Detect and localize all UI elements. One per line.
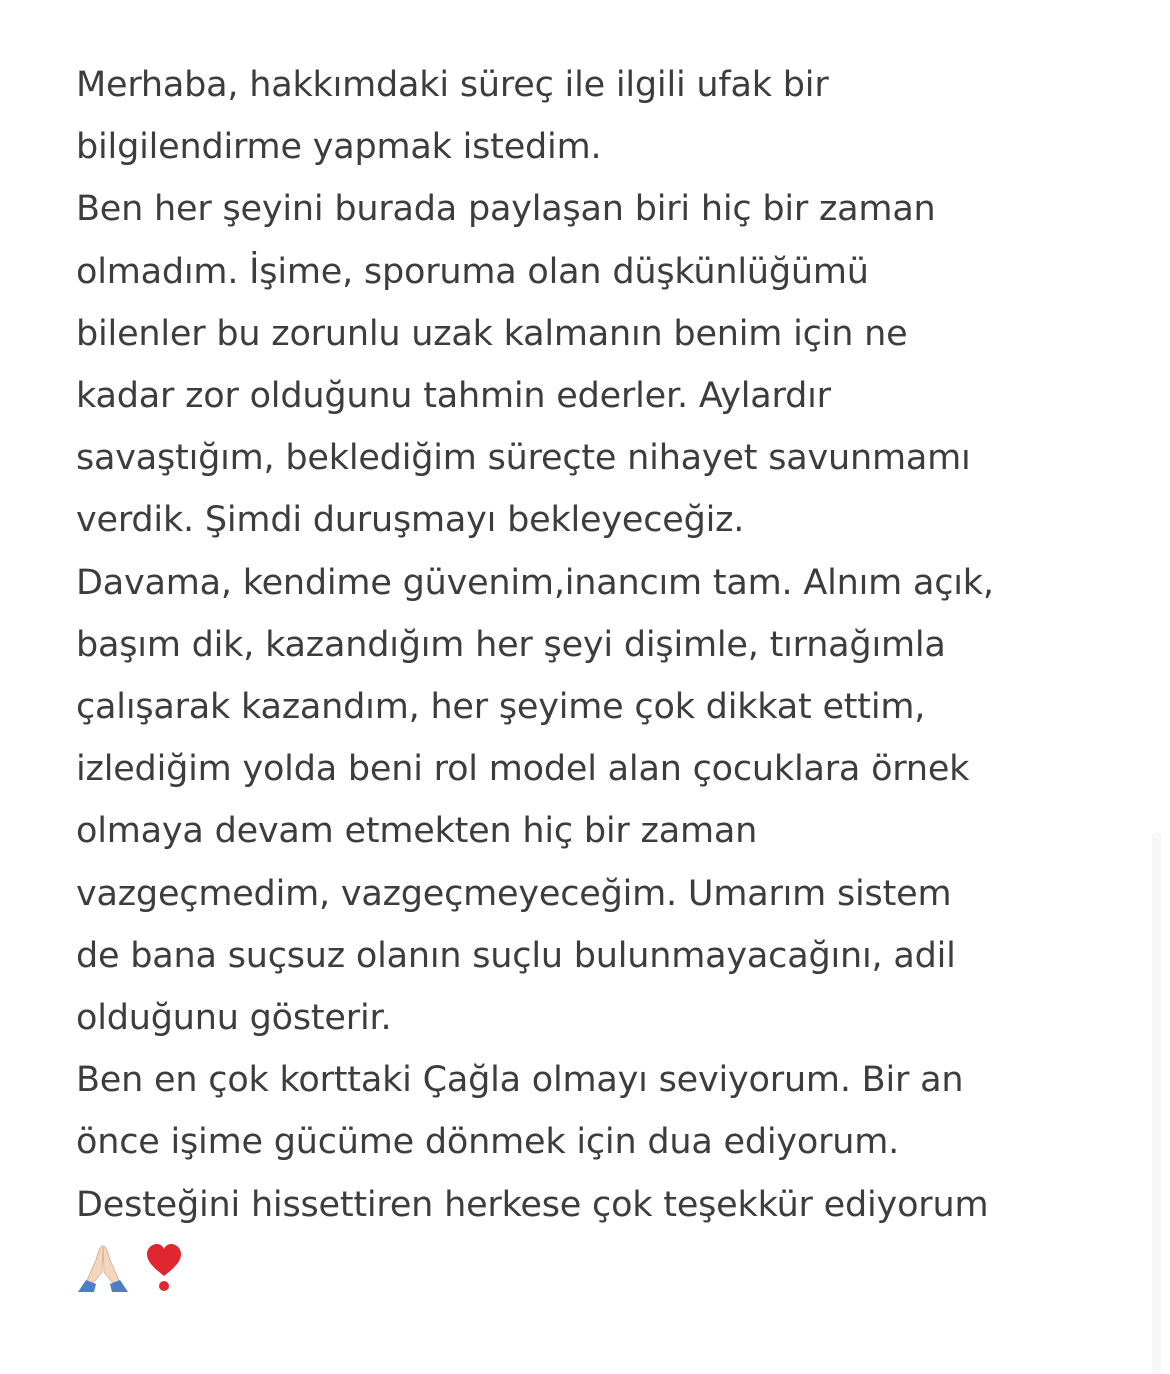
folded-hands-icon <box>76 1242 130 1292</box>
note-line: Desteğini hissettiren herkese çok teşekkür ediyorum <box>76 1184 989 1225</box>
note-line: Davama, kendime güvenim,inancım tam. Alnım açık, <box>76 562 994 603</box>
note-line: olmadım. İşime, sporuma olan düşkünlüğümü <box>76 251 869 292</box>
note-body <box>76 54 1116 1298</box>
note-line: kadar zor olduğunu tahmin ederler. Aylardır <box>76 376 831 417</box>
note-line: verdik. Şimdi duruşmayı bekleyeceğiz. <box>76 500 745 541</box>
note-line: de bana suçsuz olanın suçlu bulunmayacağını, adil <box>76 935 956 976</box>
note-line: çalışarak kazandım, her şeyime çok dikkat ettim, <box>76 687 926 728</box>
note-line: savaştığım, beklediğim süreçte nihayet savunmamı <box>76 438 971 479</box>
note-line: olmaya devam etmekten hiç bir zaman <box>76 811 758 852</box>
heart-exclamation-icon <box>144 1242 184 1292</box>
scrollbar[interactable] <box>1152 832 1161 1374</box>
note-line: izlediğim yolda beni rol model alan çocuklara örnek <box>76 749 970 790</box>
note-line: Ben en çok korttaki Çağla olmayı seviyorum. Bir an <box>76 1060 964 1101</box>
note-line: bilgilendirme yapmak istedim. <box>76 127 602 168</box>
note-line: Ben her şeyini burada paylaşan biri hiç bir zaman <box>76 189 936 230</box>
note-line: vazgeçmedim, vazgeçmeyeceğim. Umarım sistem <box>76 873 952 914</box>
emoji-row <box>76 1236 1116 1298</box>
note-line: Merhaba, hakkımdaki süreç ile ilgili ufak bir <box>76 65 829 105</box>
note-line: başım dik, kazandığım her şeyi dişimle, tırnağımla <box>76 624 946 665</box>
note-line: önce işime gücüme dönmek için dua ediyorum. <box>76 1122 900 1163</box>
note-line: olduğunu gösterir. <box>76 998 392 1039</box>
note-line: bilenler bu zorunlu uzak kalmanın benim için ne <box>76 313 908 354</box>
